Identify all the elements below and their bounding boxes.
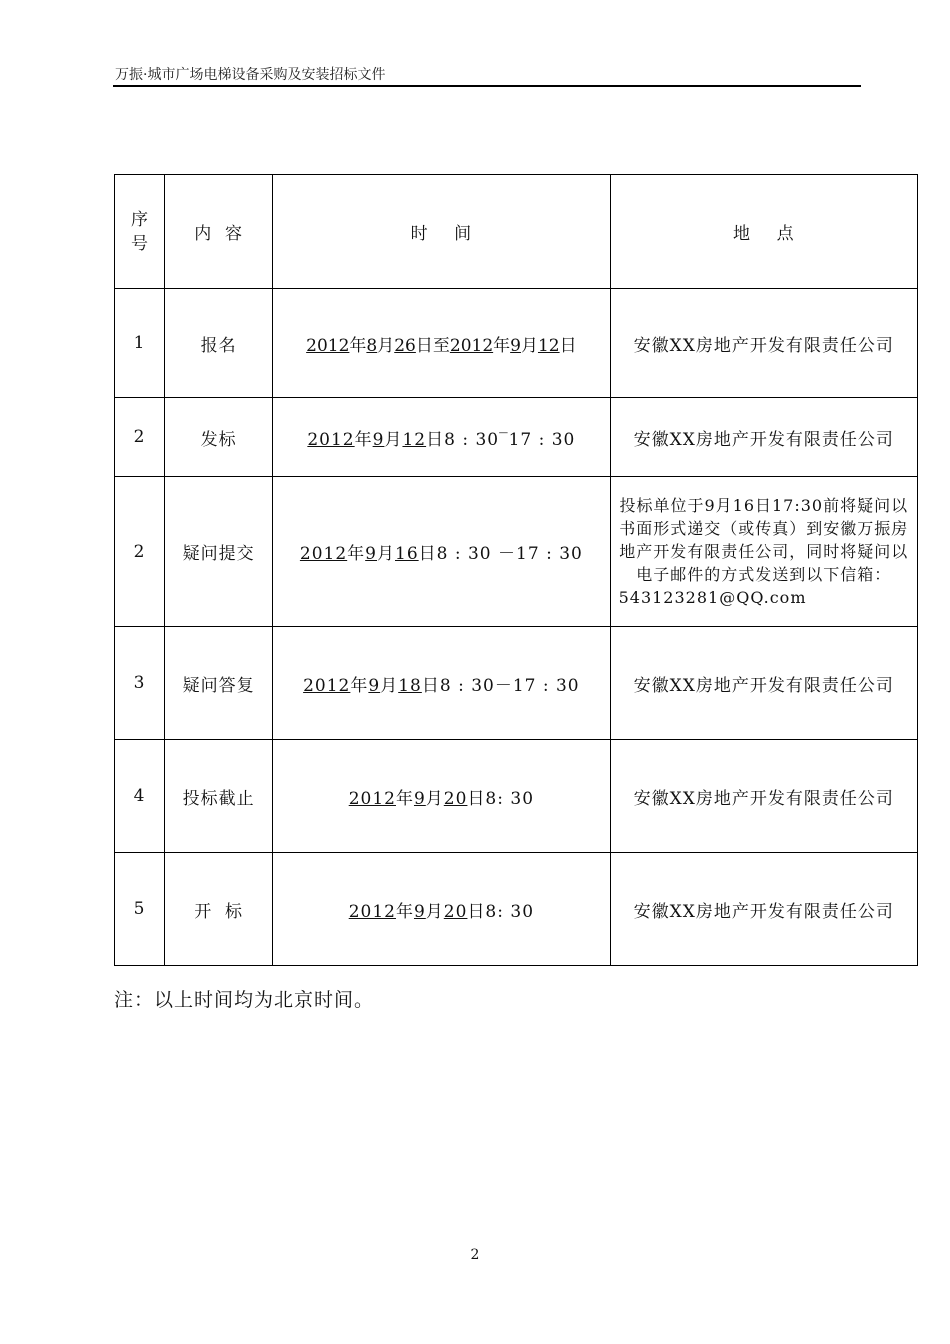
row-place-detail: 投标单位于9月16日17:30前将疑问以书面形式递交（或传真）到安徽万振房地产开发有限责任公司，同时将疑问以电子邮件的方式发送到以下信箱：543123281@QQ.com (610, 477, 917, 627)
row-time: 2012年9月12日8 : 30‾17 : 30 (273, 398, 610, 477)
table-header-row (115, 175, 918, 289)
table-row (115, 289, 918, 398)
row-place: 安徽XX房地产开发有限责任公司 (610, 289, 917, 398)
row-time: 2012年8月26日至2012年9月12日 (273, 289, 610, 398)
row-seq: 3 (115, 627, 165, 740)
header-place: 地 点 (610, 175, 917, 289)
row-content: 疑问提交 (165, 477, 273, 627)
row-time: 2012年9月20日8: 30 (273, 740, 610, 853)
table-row (115, 627, 918, 740)
page-number: 2 (470, 1247, 480, 1263)
row-seq: 2 (115, 477, 165, 627)
row-seq: 2 (115, 398, 165, 477)
footnote: 注：以上时间均为北京时间。 (114, 989, 375, 1011)
row-content: 发标 (165, 398, 273, 477)
document-header: 万振·城市广场电梯设备采购及安装招标文件 (115, 67, 386, 83)
row-time: 2012年9月20日8: 30 (273, 853, 610, 966)
row-place: 安徽XX房地产开发有限责任公司 (610, 398, 917, 477)
table-row (115, 853, 918, 966)
header-seq: 序号 (115, 175, 165, 289)
row-place: 安徽XX房地产开发有限责任公司 (610, 853, 917, 966)
row-seq: 4 (115, 740, 165, 853)
row-time: 2012年9月16日8 : 30 －17 : 30 (273, 477, 610, 627)
row-content: 开 标 (165, 853, 273, 966)
header-divider (113, 85, 861, 87)
row-place: 安徽XX房地产开发有限责任公司 (610, 740, 917, 853)
row-content: 投标截止 (165, 740, 273, 853)
row-seq: 5 (115, 853, 165, 966)
table-row (115, 398, 918, 477)
row-content: 疑问答复 (165, 627, 273, 740)
row-time: 2012年9月18日8 : 30－17 : 30 (273, 627, 610, 740)
row-content: 报名 (165, 289, 273, 398)
table-row (115, 477, 918, 627)
row-place: 安徽XX房地产开发有限责任公司 (610, 627, 917, 740)
row-seq: 1 (115, 289, 165, 398)
table-row (115, 740, 918, 853)
schedule-table (114, 174, 918, 966)
header-content: 内 容 (165, 175, 273, 289)
header-time: 时 间 (273, 175, 610, 289)
